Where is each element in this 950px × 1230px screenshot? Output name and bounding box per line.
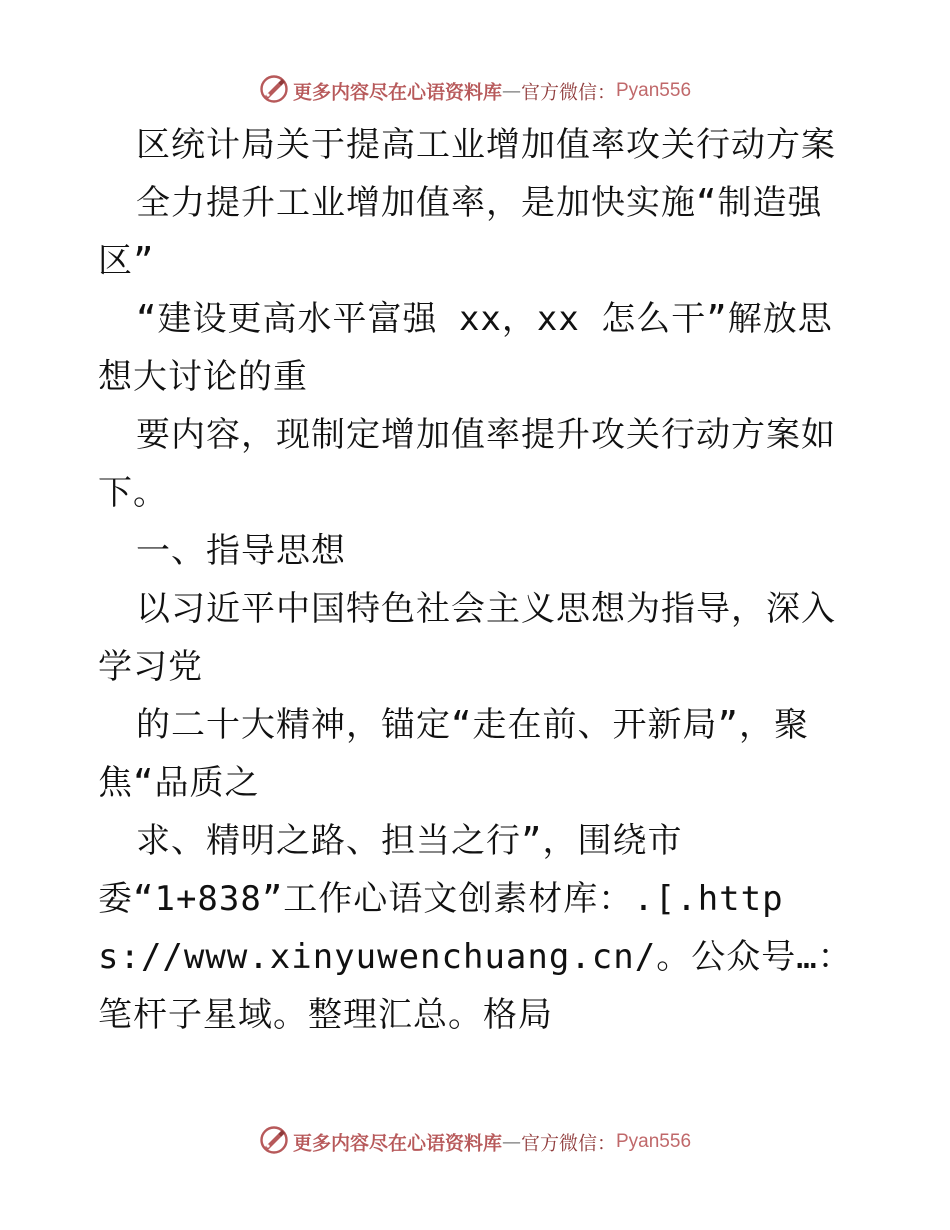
paragraph-line: 以习近平中国特色社会主义思想为指导，深入学习党 <box>98 589 836 687</box>
pen-logo-icon <box>259 74 289 104</box>
banner-wechat-label: 官方微信： <box>520 81 616 104</box>
header-banner <box>0 76 950 106</box>
paragraph-line: “建设更高水平富强 xx，xx 怎么干”解放思想大讨论的重 <box>98 299 833 397</box>
banner-dash: — <box>501 1131 521 1153</box>
paragraph-line: 求、精明之路、担当之行”，围绕市 <box>136 821 683 861</box>
banner-wechat-id: Pyan556 <box>616 1131 692 1152</box>
paragraph-line: 区统计局关于提高工业增加值率攻关行动方案 <box>136 125 836 165</box>
banner-wechat-label: 官方微信： <box>520 1132 616 1155</box>
banner-title: 更多内容尽在心语资料库 <box>292 1132 502 1155</box>
paragraph-line: 委“1+838”工作心语文创素材库：.[.https://www.xinyuwenchuang.cn/。公众号…：笔杆子星域。整理汇总。格局 <box>98 879 853 1035</box>
footer-banner <box>0 1127 950 1157</box>
section-heading: 一、指导思想 <box>136 531 346 571</box>
banner-wechat-id: Pyan556 <box>616 80 692 101</box>
document-body <box>98 116 858 1044</box>
paragraph-line: 全力提升工业增加值率，是加快实施“制造强区” <box>98 183 823 281</box>
pen-logo-icon <box>259 1125 289 1155</box>
banner-dash: — <box>501 80 521 102</box>
paragraph-line: 要内容，现制定增加值率提升攻关行动方案如下。 <box>98 415 836 513</box>
banner-title: 更多内容尽在心语资料库 <box>292 81 502 104</box>
paragraph-line: 的二十大精神，锚定“走在前、开新局”，聚焦“品质之 <box>98 705 809 803</box>
